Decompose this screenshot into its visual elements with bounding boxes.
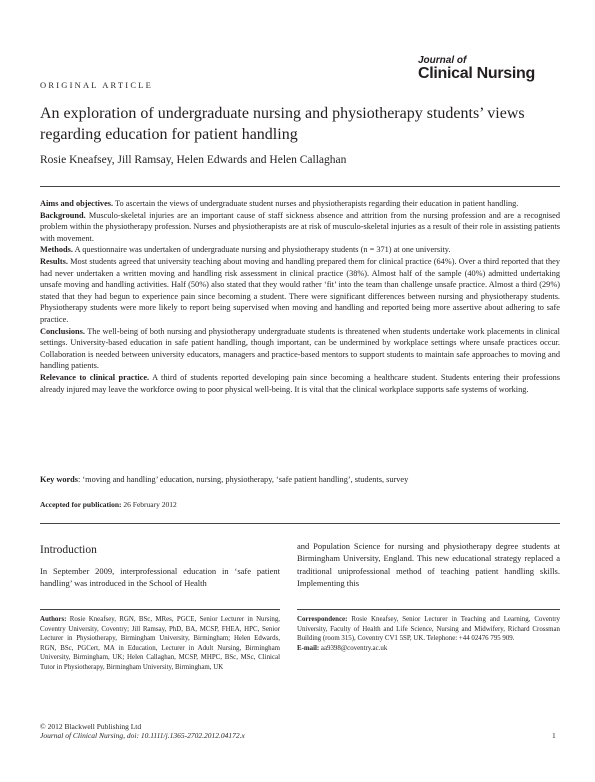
authors-note-label: Authors:: [40, 616, 67, 623]
email-label: E-mail:: [297, 644, 320, 652]
keywords-label: Key words: [40, 475, 79, 484]
page-number: 1: [552, 731, 556, 740]
article-type: ORIGINAL ARTICLE: [40, 80, 153, 90]
abstract-background: [40, 210, 560, 245]
abstract-methods-text: A questionnaire was undertaken of undergraduate nursing and physiotherapy students (n = 371) at one university.: [72, 245, 451, 255]
journal-logo: [418, 56, 543, 82]
introduction-heading: Introduction: [40, 544, 97, 556]
abstract: [40, 198, 560, 395]
correspondence-text: Rosie Kneafsey, Senior Lecturer in Teaching and Learning, Coventry University, Faculty of Health and Life Science, Nursing and Midwifery, Richard Crossman Building (room 315), Coventry CV1 5SP, UK. Telephone: +44 02476 795 909.: [297, 616, 560, 643]
keywords-text: : ‘moving and handling’ education, nursing, physiotherapy, ‘safe patient handling’, students, survey: [78, 475, 409, 484]
footnote-divider-right: [297, 609, 560, 610]
footnote-divider-left: [40, 609, 280, 610]
abstract-results: [40, 256, 560, 326]
abstract-conclusions: [40, 326, 560, 372]
abstract-methods-label: Methods.: [40, 245, 73, 255]
abstract-relevance: [40, 372, 560, 395]
introduction-col1: In September 2009, interprofessional education in ‘safe patient handling’ was introduced in the School of Health: [40, 566, 280, 589]
keywords: [40, 475, 560, 484]
correspondence-label: Correspondence:: [297, 616, 348, 623]
abstract-aims: [40, 198, 560, 210]
abstract-relevance-label: Relevance to clinical practice.: [40, 372, 150, 382]
copyright: © 2012 Blackwell Publishing Ltd: [40, 722, 142, 731]
journal-logo-line2: Clinical Nursing: [418, 65, 535, 82]
accepted-date: [40, 500, 177, 509]
abstract-relevance-text: A third of students reported developing pain since becoming a healthcare student. Students entering their professions already injured may leave the workforce owing to poor physical well-being. It is vital that the clinical workplace supports safe systems of working.: [40, 372, 560, 394]
citation: Journal of Clinical Nursing, doi: 10.1111/j.1365-2702.2012.04172.x: [40, 731, 245, 740]
abstract-background-text: Musculo-skeletal injuries are an important cause of staff sickness absence and attrition from the nursing profession and are a recognised problem within the physiotherapy profession. Nurses and physiotherapists are at risk of musculo-skeletal injuries as a result of their role in assisting patients with movement.: [40, 210, 560, 243]
abstract-results-text: Most students agreed that university teaching about moving and handling prepared them for clinical practice (64%). Over a third reported that they had never undertaken a written moving and handling risk assessment in clinical practice (38%). Almost half of the sample (40%) admitted undertaking unsafe moving and handling activities. Half (50%) also stated that they would rather ‘fit’ into the team than challenge unsafe practice. Almost a third (29%) stated that they had begun to experience pain since becoming a student. There were significant differences between nursing and physiotherapy students. Physiotherapy students were more likely to report being supervised when moving and handling and reported being more assertive about adhering to safe practice.: [40, 256, 560, 324]
email-link[interactable]: aa9398@coventry.ac.uk: [319, 644, 388, 652]
author-affiliations: [40, 615, 280, 673]
abstract-results-label: Results.: [40, 256, 68, 266]
divider-bottom: [40, 523, 560, 524]
abstract-methods: [40, 244, 560, 256]
abstract-background-label: Background.: [40, 210, 86, 220]
author-list: Rosie Kneafsey, Jill Ramsay, Helen Edwards and Helen Callaghan: [40, 154, 347, 166]
divider-top: [40, 186, 560, 187]
authors-note-text: Rosie Kneafsey, RGN, BSc, MRes, PGCE, Senior Lecturer in Nursing, Coventry University, Coventry; Jill Ramsay, PhD, BA, MCSP, FHEA, HPC, Senior Lecturer in Physiotherapy, Birmingham University, Birmingham; Helen Edwards, RGN, BSc, PGCert, MA in Education, Lecturer in Adult Nursing, Birmingham University, Birmingham, UK; Helen Callaghan, MCSP, MHPC, BSc, MSc, Clinical Tutor in Physiotherapy, Birmingham University, Birmingham, UK: [40, 616, 280, 671]
correspondence: [297, 615, 560, 653]
article-title: An exploration of undergraduate nursing and physiotherapy students’ views regarding education for patient handling: [40, 105, 525, 143]
accepted-label: Accepted for publication:: [40, 500, 122, 509]
abstract-conclusions-label: Conclusions.: [40, 326, 85, 336]
abstract-aims-text: To ascertain the views of undergraduate student nurses and physiotherapists regarding their education in patient handling.: [113, 199, 519, 208]
accepted-text: 26 February 2012: [121, 500, 177, 509]
abstract-aims-label: Aims and objectives.: [40, 199, 114, 208]
introduction-col2: and Population Science for nursing and physiotherapy degree students at Birmingham University, England. This new educational strategy replaced a traditional uniprofessional method of teaching patient handling skills. Implementing this: [297, 541, 560, 589]
abstract-conclusions-text: The well-being of both nursing and physiotherapy undergraduate students is threatened when students undertake work placements in clinical settings. University-based education in safe patient handling, though important, can be undermined by workplace settings where unsafe practices occur. Collaboration is needed between university educators, managers and practice-based mentors to support students to maintain safe approaches to moving and handling patients.: [40, 326, 560, 371]
journal-logo-line1: Journal of: [418, 55, 467, 66]
